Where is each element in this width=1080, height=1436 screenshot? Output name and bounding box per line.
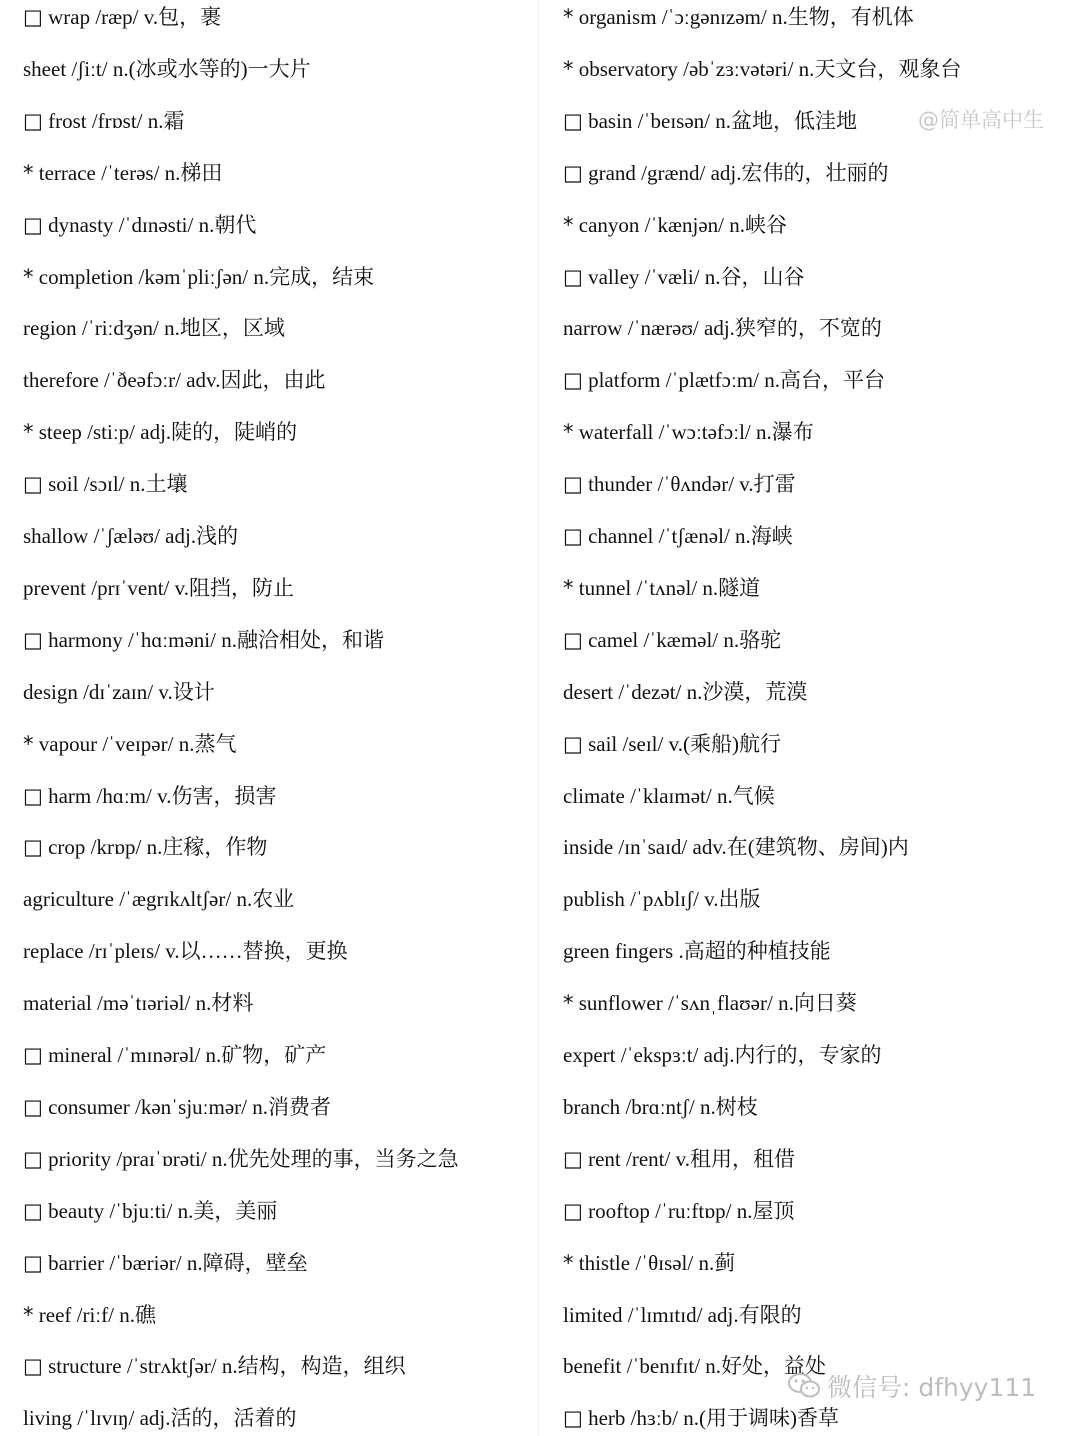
vocabulary-entry [563, 1144, 795, 1174]
entry-phonetic: /krɒp/ [90, 835, 142, 860]
entry-meaning: v.包，裹 [143, 5, 222, 29]
entry-phonetic: /ˈðeəfɔːr/ [104, 368, 181, 393]
entry-meaning: n.树枝 [699, 1094, 758, 1119]
checkbox-marker: □ [23, 627, 43, 652]
entry-meaning: n.结构，构造，组织 [221, 1354, 406, 1379]
entry-phonetic: /ˈveɪpər/ [102, 731, 174, 756]
entry-word: benefit [563, 1354, 622, 1379]
vocabulary-entry [23, 832, 267, 862]
entry-meaning: n.高台，平台 [764, 368, 885, 393]
entry-meaning: n.好处，益处 [705, 1354, 827, 1379]
entry-word: completion [38, 264, 134, 289]
entry-word: observatory [578, 56, 678, 81]
entry-phonetic: /əbˈzɜːvətəri/ [683, 56, 794, 81]
entry-meaning: v.伤害，损害 [157, 783, 277, 808]
entry-phonetic: /dɪˈzaɪn/ [83, 679, 154, 704]
entry-phonetic: /ˈekspɜːt/ [620, 1043, 699, 1067]
entry-word: waterfall [578, 420, 654, 445]
entry-word: beauty [48, 1198, 105, 1223]
entry-meaning: v.出版 [704, 887, 761, 912]
checkbox-marker: □ [563, 1406, 583, 1431]
entry-meaning: n.蒸气 [178, 731, 237, 756]
vocabulary-entry [563, 884, 761, 914]
checkbox-marker: □ [563, 108, 583, 133]
vocabulary-entry [563, 936, 831, 966]
vocabulary-entry [23, 1403, 296, 1433]
entry-word: shallow [23, 524, 89, 548]
checkbox-marker: □ [23, 1146, 43, 1171]
entry-word: organism [578, 5, 657, 29]
entry-meaning: n.融洽相处，和谐 [221, 627, 384, 652]
entry-phonetic: /brɑːntʃ/ [625, 1094, 695, 1119]
entry-word: thunder [588, 472, 653, 497]
entry-meaning: n.障碍，壁垒 [186, 1250, 308, 1275]
entry-phonetic: /ˈʃæləʊ/ [93, 524, 160, 548]
vocabulary-entry [563, 729, 781, 759]
vocabulary-entry [23, 54, 311, 84]
entry-meaning: n.(冰或水等的)一大片 [112, 56, 311, 81]
entry-meaning: n.霜 [147, 108, 185, 133]
entry-word: harm [48, 783, 92, 808]
entry-phonetic: /grænd/ [641, 160, 706, 185]
entry-word: structure [48, 1354, 122, 1379]
entry-word: climate [563, 783, 625, 808]
vocabulary-entry [23, 365, 325, 395]
entry-word: channel [588, 524, 654, 548]
vocabulary-entry [23, 106, 185, 136]
vocabulary-entry [563, 1040, 882, 1070]
entry-phonetic: /hɑːm/ [96, 783, 152, 808]
entry-meaning: n.农业 [236, 887, 295, 912]
entry-meaning: adj.陡的，陡峭的 [140, 420, 298, 445]
entry-word: consumer [48, 1094, 130, 1119]
entry-word: expert [563, 1043, 616, 1067]
vocabulary-entry [23, 677, 215, 707]
entry-phonetic: /ˈvæli/ [644, 264, 700, 289]
entry-meaning: n.朝代 [198, 212, 257, 237]
asterisk-marker: * [563, 56, 574, 81]
vocabulary-entry [23, 2, 221, 32]
entry-word: rooftop [588, 1198, 650, 1223]
asterisk-marker: * [23, 420, 34, 445]
entry-phonetic: /ˈægrɪkʌltʃər/ [119, 887, 232, 912]
entry-word: green fingers [563, 939, 674, 964]
entry-word: harmony [48, 627, 123, 652]
entry-word: agriculture [23, 887, 114, 912]
entry-meaning: n.矿物，矿产 [205, 1043, 327, 1067]
entry-phonetic: /ˈplætfɔːm/ [665, 368, 759, 393]
asterisk-marker: * [563, 991, 574, 1016]
entry-phonetic: /ˈstrʌktʃər/ [126, 1354, 217, 1379]
checkbox-marker: □ [563, 1146, 583, 1171]
entry-phonetic: /ˈbjuːti/ [109, 1198, 173, 1223]
vocabulary-entry [23, 1300, 156, 1330]
checkbox-marker: □ [23, 108, 43, 133]
entry-phonetic: /praɪˈɒrəti/ [116, 1146, 207, 1171]
entry-meaning: n.蓟 [698, 1250, 736, 1275]
entry-word: publish [563, 887, 625, 912]
entry-word: rent [588, 1146, 621, 1171]
entry-meaning: v.打雷 [739, 472, 796, 497]
checkbox-marker: □ [23, 1250, 43, 1275]
entry-meaning: adj.有限的 [707, 1302, 802, 1327]
checkbox-marker: □ [23, 472, 43, 497]
checkbox-marker: □ [23, 5, 43, 29]
checkbox-marker: □ [23, 1354, 43, 1379]
vocabulary-entry [23, 936, 348, 966]
entry-word: terrace [38, 160, 96, 185]
checkbox-marker: □ [563, 368, 583, 393]
entry-word: design [23, 679, 78, 704]
entry-phonetic: /ˈbeɪsən/ [637, 108, 710, 133]
entry-meaning: n.谷，山谷 [704, 264, 805, 289]
entry-word: frost [48, 108, 87, 133]
entry-meaning: v.租用，租借 [675, 1146, 795, 1171]
entry-word: sheet [23, 56, 67, 81]
vocabulary-entry [23, 988, 253, 1018]
asterisk-marker: * [23, 731, 34, 756]
entry-word: dynasty [48, 212, 114, 237]
checkbox-marker: □ [23, 783, 43, 808]
entry-phonetic: /ˈmɪnərəl/ [117, 1043, 201, 1067]
vocabulary-entry [563, 417, 814, 447]
entry-word: camel [588, 627, 639, 652]
vocabulary-entry [563, 1196, 794, 1226]
entry-meaning: n.生物，有机体 [771, 5, 914, 29]
entry-word: therefore [23, 368, 99, 393]
entry-meaning: v.设计 [158, 679, 215, 704]
vocabulary-entry [563, 106, 857, 136]
entry-phonetic: /ˈnærəʊ/ [627, 316, 699, 341]
entry-phonetic: /frɒst/ [91, 108, 143, 133]
vocabulary-entry [23, 1040, 326, 1070]
checkbox-marker: □ [563, 472, 583, 497]
entry-meaning: adv.因此，由此 [186, 368, 326, 393]
entry-word: living [23, 1406, 73, 1431]
entry-meaning: n.庄稼，作物 [146, 835, 268, 860]
entry-word: crop [48, 835, 86, 860]
vocabulary-entry [563, 158, 889, 188]
checkbox-marker: □ [23, 835, 43, 860]
entry-phonetic: /ʃiːt/ [71, 56, 108, 81]
entry-word: priority [48, 1146, 112, 1171]
entry-meaning: n.美，美丽 [177, 1198, 278, 1223]
bottom-watermark [787, 1368, 1036, 1406]
entry-phonetic: /riːf/ [76, 1302, 114, 1327]
entry-phonetic: /ˈlɪmɪtɪd/ [627, 1302, 703, 1327]
entry-word: grand [588, 160, 636, 185]
vocabulary-entry [23, 262, 374, 292]
entry-phonetic: /ˈkænjən/ [644, 212, 724, 237]
vocabulary-entry [563, 313, 882, 343]
checkbox-marker: □ [563, 264, 583, 289]
vocabulary-entry [23, 781, 276, 811]
entry-word: platform [588, 368, 661, 393]
entry-meaning: n.材料 [195, 991, 254, 1016]
vocabulary-entry [563, 677, 807, 707]
vocabulary-entry [563, 262, 805, 292]
entry-word: sunflower [578, 991, 663, 1016]
entry-meaning: adj.活的，活着的 [139, 1406, 297, 1431]
entry-word: mineral [48, 1043, 113, 1067]
vocabulary-entry [23, 210, 256, 240]
vocabulary-entry [563, 1092, 758, 1122]
entry-phonetic: /rent/ [626, 1146, 671, 1171]
wechat-id-text: 微信号: dfhyy111 [827, 1373, 1037, 1402]
entry-word: replace [23, 939, 84, 964]
entry-meaning: n.天文台，观象台 [798, 56, 962, 81]
checkbox-marker: □ [563, 524, 583, 548]
entry-meaning: adj.宏伟的，壮丽的 [710, 160, 889, 185]
entry-meaning: adv.在(建筑物、房间)内 [692, 835, 909, 860]
entry-word: sail [588, 731, 618, 756]
entry-meaning: n.骆驼 [723, 627, 782, 652]
entry-meaning: n.礁 [119, 1302, 156, 1327]
vocabulary-entry [563, 1403, 839, 1433]
asterisk-marker: * [563, 420, 574, 445]
entry-word: desert [563, 679, 614, 704]
entry-phonetic: /rɪˈpleɪs/ [88, 939, 161, 964]
entry-phonetic: /ˈsʌnˌflaʊər/ [667, 991, 773, 1016]
entry-phonetic: /kənˈsjuːmər/ [135, 1094, 247, 1119]
checkbox-marker: □ [563, 1198, 583, 1223]
top-watermark: @简单高中生 [918, 108, 1044, 132]
entry-meaning: .高超的种植技能 [678, 939, 831, 964]
entry-phonetic: /ˈlɪvɪŋ/ [77, 1406, 135, 1431]
entry-meaning: n.土壤 [129, 472, 188, 497]
entry-word: material [23, 991, 92, 1016]
entry-word: limited [563, 1302, 623, 1327]
entry-word: soil [48, 472, 79, 497]
entry-phonetic: /ˈθɪsəl/ [635, 1250, 694, 1275]
entry-phonetic: /ˈpʌblɪʃ/ [630, 887, 699, 912]
vocabulary-entry [23, 313, 285, 343]
vocabulary-entry [23, 158, 222, 188]
entry-phonetic: /ˈklaɪmət/ [630, 783, 712, 808]
entry-meaning: n.完成，结束 [253, 264, 375, 289]
asterisk-marker: * [23, 1302, 34, 1327]
entry-phonetic: /kəmˈpliːʃən/ [138, 264, 249, 289]
vocabulary-entry [563, 988, 857, 1018]
entry-phonetic: /ˈɔːgənɪzəm/ [661, 5, 767, 29]
entry-phonetic: /ˈtʃænəl/ [658, 524, 730, 548]
entry-phonetic: /ˈbæriər/ [109, 1250, 182, 1275]
entry-word: region [23, 316, 77, 341]
entry-meaning: n.气候 [716, 783, 775, 808]
checkbox-marker: □ [563, 731, 583, 756]
asterisk-marker: * [563, 575, 574, 600]
vocabulary-entry [563, 781, 775, 811]
entry-meaning: n.向日葵 [778, 991, 857, 1016]
entry-phonetic: /ræp/ [95, 5, 139, 29]
entry-meaning: adj.狭窄的，不宽的 [704, 316, 882, 341]
vocabulary-entry [563, 832, 909, 862]
entry-word: canyon [578, 212, 640, 237]
asterisk-marker: * [563, 1250, 574, 1275]
entry-meaning: adj.内行的，专家的 [703, 1043, 882, 1067]
entry-meaning: v.(乘船)航行 [668, 731, 781, 756]
entry-meaning: n.地区，区域 [164, 316, 285, 341]
vocabulary-entry [563, 210, 787, 240]
entry-meaning: n.盆地，低洼地 [715, 108, 857, 133]
vocabulary-entry [563, 2, 914, 32]
entry-word: thistle [578, 1250, 631, 1275]
asterisk-marker: * [23, 160, 34, 185]
checkbox-marker: □ [23, 1198, 43, 1223]
vocabulary-entry [23, 469, 188, 499]
entry-word: narrow [563, 316, 623, 341]
vocabulary-entry [563, 1300, 802, 1330]
vocabulary-entry [563, 573, 760, 603]
entry-word: tunnel [578, 575, 632, 600]
entry-meaning: n.梯田 [164, 160, 223, 185]
entry-word: vapour [38, 731, 98, 756]
checkbox-marker: □ [563, 627, 583, 652]
entry-meaning: v.阻挡，防止 [174, 575, 295, 600]
vocabulary-entry [23, 1351, 406, 1381]
vocabulary-entry [563, 365, 885, 395]
vocabulary-entry [23, 1248, 308, 1278]
vocabulary-entry [23, 417, 297, 447]
entry-phonetic: /ˈθʌndər/ [657, 472, 735, 497]
entry-word: branch [563, 1094, 621, 1119]
vocabulary-entry [23, 1092, 331, 1122]
asterisk-marker: * [23, 264, 34, 289]
entry-meaning: n.消费者 [252, 1094, 331, 1119]
checkbox-marker: □ [563, 160, 583, 185]
entry-phonetic: /ˈdɪnəsti/ [118, 212, 194, 237]
vocabulary-entry [23, 884, 294, 914]
vocabulary-entry [23, 1144, 459, 1174]
entry-phonetic: /ɪnˈsaɪd/ [618, 835, 688, 860]
entry-phonetic: /ˈkæməl/ [643, 627, 719, 652]
entry-phonetic: /stiːp/ [87, 420, 136, 445]
entry-word: valley [588, 264, 640, 289]
entry-phonetic: /ˈriːdʒən/ [81, 316, 159, 341]
entry-word: basin [588, 108, 633, 133]
entry-phonetic: /ˈterəs/ [101, 160, 160, 185]
entry-phonetic: /prɪˈvent/ [91, 575, 170, 600]
vocabulary-entry [23, 521, 238, 551]
vocabulary-entry [23, 625, 384, 655]
entry-meaning: n.峡谷 [729, 212, 787, 237]
vocabulary-entry [23, 573, 294, 603]
checkbox-marker: □ [23, 1043, 43, 1067]
entry-meaning: n.(用于调味)香草 [683, 1406, 839, 1431]
entry-word: reef [38, 1302, 72, 1327]
entry-phonetic: /ˈwɔːtəfɔːl/ [658, 420, 751, 445]
entry-word: barrier [48, 1250, 105, 1275]
vocabulary-entry [563, 54, 961, 84]
entry-word: steep [38, 420, 82, 445]
vocabulary-entry [563, 521, 793, 551]
vocabulary-entry [23, 729, 236, 759]
vocabulary-entry [23, 1196, 277, 1226]
entry-word: herb [588, 1406, 626, 1431]
entry-meaning: n.瀑布 [756, 420, 814, 445]
wechat-icon [787, 1372, 821, 1406]
vocabulary-entry [563, 625, 781, 655]
checkbox-marker: □ [23, 1094, 43, 1119]
entry-phonetic: /ˈhɑːməni/ [128, 627, 216, 652]
entry-meaning: n.海峡 [735, 524, 793, 548]
asterisk-marker: * [563, 212, 574, 237]
checkbox-marker: □ [23, 212, 43, 237]
asterisk-marker: * [563, 5, 574, 29]
entry-meaning: n.沙漠，荒漠 [686, 679, 808, 704]
entry-phonetic: /seɪl/ [622, 731, 664, 756]
vocabulary-entry [563, 1248, 735, 1278]
entry-phonetic: /məˈtɪəriəl/ [97, 991, 191, 1016]
entry-meaning: adj.浅的 [165, 524, 239, 548]
vocabulary-entry [563, 469, 796, 499]
entry-phonetic: /ˈtʌnəl/ [636, 575, 698, 600]
column-divider [538, 0, 539, 1436]
entry-meaning: n.隧道 [702, 575, 761, 600]
entry-meaning: n.屋顶 [736, 1198, 795, 1223]
entry-phonetic: /sɔɪl/ [83, 472, 125, 497]
entry-meaning: v.以……替换，更换 [165, 939, 348, 964]
entry-phonetic: /ˈdezət/ [618, 679, 682, 704]
entry-phonetic: /ˈbenɪfɪt/ [626, 1354, 701, 1379]
entry-phonetic: /ˈruːftɒp/ [655, 1198, 732, 1223]
entry-word: wrap [48, 5, 91, 29]
entry-meaning: n.优先处理的事，当务之急 [211, 1146, 459, 1171]
entry-word: prevent [23, 575, 86, 600]
entry-phonetic: /hɜːb/ [630, 1406, 678, 1431]
entry-word: inside [563, 835, 614, 860]
